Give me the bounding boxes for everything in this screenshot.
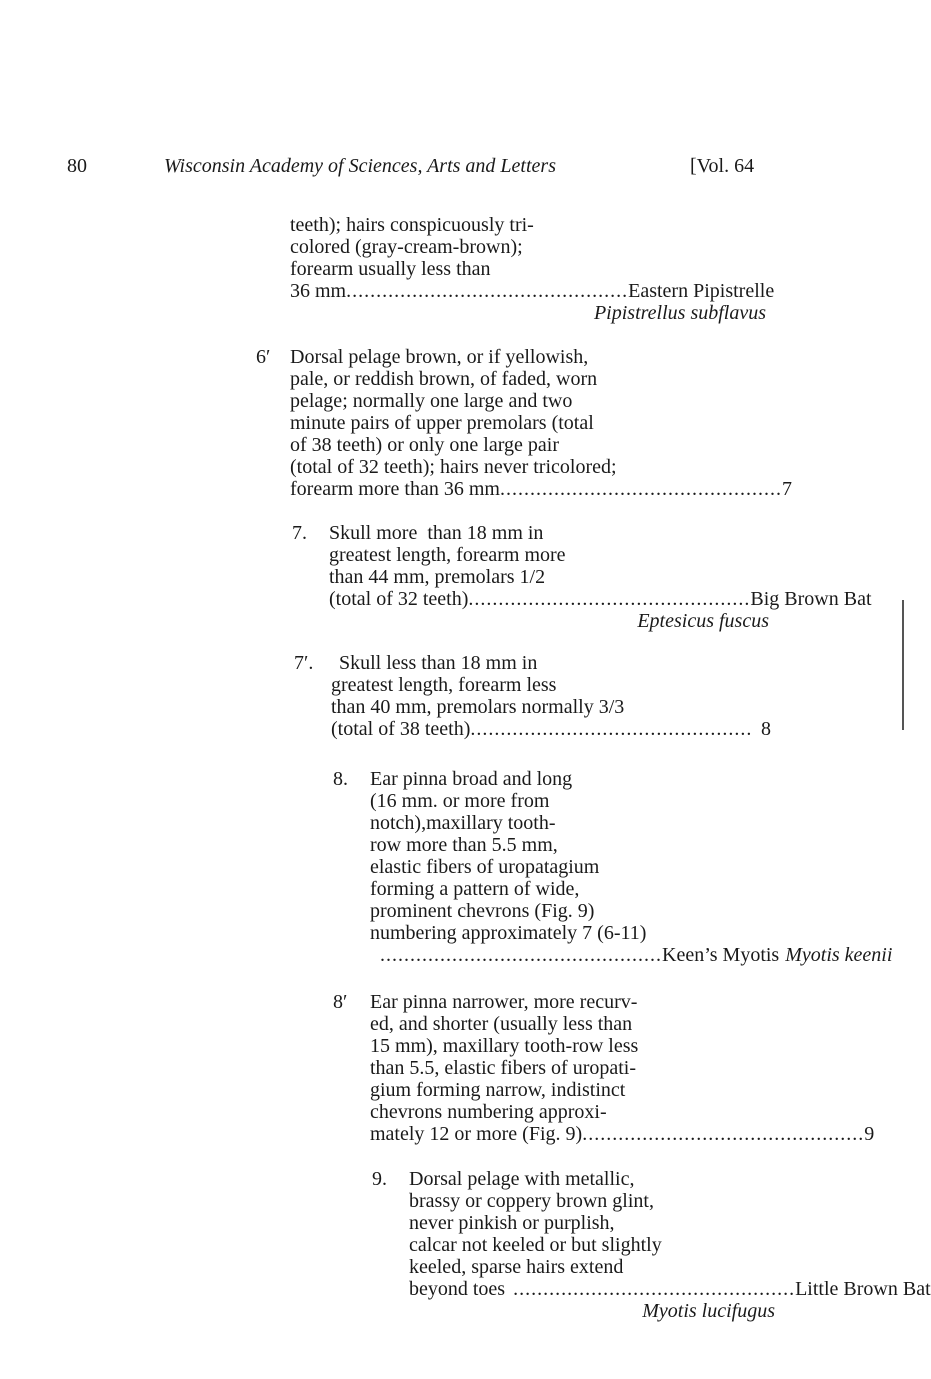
entry-line: Skull less than 18 mm in (339, 652, 538, 674)
lead-text: 36 mm (290, 280, 347, 302)
leader-line (290, 280, 775, 302)
entry-line: than 40 mm, premolars normally 3/3 (331, 696, 625, 718)
scientific-name: Pipistrellus subflavus (593, 302, 766, 324)
entry-line: elastic fibers of uropatagium (370, 856, 600, 878)
lead-text: beyond toes (409, 1278, 506, 1300)
journal-title: Wisconsin Academy of Sciences, Arts and Letters (164, 155, 556, 177)
go-to-couplet: 7 (781, 478, 792, 500)
couplet-number: 7. (292, 522, 307, 544)
entry-line: calcar not keeled or but slightly (409, 1234, 662, 1256)
leader-line (290, 478, 792, 500)
entry-line: numbering approximately 7 (6-11) (370, 922, 647, 944)
entry-line: keeled, sparse hairs extend (409, 1256, 624, 1278)
leader-dots: ............................................... (582, 1123, 865, 1145)
entry-line: gium forming narrow, indistinct (370, 1079, 626, 1101)
entry-line: pale, or reddish brown, of faded, worn (290, 368, 598, 390)
entry-line: teeth); hairs conspicuously tri- (290, 214, 534, 236)
leader-dots: ............................................... (468, 588, 751, 610)
entry-line: minute pairs of upper premolars (total (290, 412, 594, 434)
common-name: Little Brown Bat (795, 1278, 931, 1300)
common-name: Eastern Pipistrelle (628, 280, 775, 302)
entry-line: forearm usually less than (290, 258, 491, 280)
entry-line: greatest length, forearm more (329, 544, 566, 566)
entry-line: than 44 mm, premolars 1/2 (329, 566, 546, 588)
couplet-number: 8′ (333, 991, 348, 1013)
scan-edge-line (902, 600, 904, 730)
entry-line: Ear pinna narrower, more recurv- (370, 991, 638, 1013)
couplet-number: 8. (333, 768, 348, 790)
entry-line: colored (gray-cream-brown); (290, 236, 523, 258)
entry-line: Skull more than 18 mm in (329, 522, 544, 544)
entry-line: (total of 32 teeth); hairs never tricolored; (290, 456, 617, 478)
couplet-number: 6′ (256, 346, 271, 368)
common-name: Big Brown Bat (750, 588, 872, 610)
entry-line: pelage; normally one large and two (290, 390, 573, 412)
scientific-name-inline: Myotis keenii (785, 944, 893, 966)
key-entry-8-prime (370, 991, 875, 1145)
leader-line (331, 718, 771, 740)
leader-line (370, 944, 893, 966)
key-entry-8 (370, 768, 893, 966)
lead-text: mately 12 or more (Fig. 9) (370, 1123, 583, 1145)
key-entry-9 (409, 1168, 931, 1322)
entry-line: never pinkish or purplish, (409, 1212, 615, 1234)
key-entry-7 (329, 522, 872, 632)
entry-line: of 38 teeth) or only one large pair (290, 434, 559, 456)
key-entry-7-prime (331, 652, 771, 740)
scientific-name: Eptesicus fuscus (637, 610, 769, 632)
entry-line: chevrons numbering approxi- (370, 1101, 607, 1123)
entry-line: greatest length, forearm less (331, 674, 557, 696)
entry-line: brassy or coppery brown glint, (409, 1190, 654, 1212)
entry-line: (16 mm. or more from (370, 790, 550, 812)
leader-dots: ............................................... (346, 280, 629, 302)
entry-line: notch),maxillary tooth- (370, 812, 556, 834)
couplet-number: 9. (372, 1168, 387, 1190)
volume-label: [Vol. 64 (690, 155, 755, 177)
entry-line: row more than 5.5 mm, (370, 834, 558, 856)
lead-text: (total of 38 teeth) (331, 718, 471, 740)
page-number: 80 (67, 155, 87, 177)
entry-line: 15 mm), maxillary tooth-row less (370, 1035, 639, 1057)
common-name: Keen’s Myotis (662, 944, 780, 966)
couplet-number: 7′. (294, 652, 314, 674)
key-entry-6-prime (290, 346, 792, 500)
entry-line: prominent chevrons (Fig. 9) (370, 900, 595, 922)
leader-dots: ............................................... (499, 478, 782, 500)
leader-line (409, 1278, 931, 1300)
key-entry-continuation (290, 214, 775, 324)
leader-dots: ............................................... (380, 944, 662, 966)
entry-line: Ear pinna broad and long (370, 768, 573, 790)
entry-line: Dorsal pelage with metallic, (409, 1168, 635, 1190)
entry-line: ed, and shorter (usually less than (370, 1013, 633, 1035)
go-to-couplet: 9 (864, 1123, 875, 1145)
scientific-name: Myotis lucifugus (642, 1300, 775, 1322)
go-to-couplet: 8 (761, 718, 771, 740)
lead-text: (total of 32 teeth) (329, 588, 469, 610)
entry-line: forming a pattern of wide, (370, 878, 580, 900)
leader-line (329, 588, 872, 610)
leader-line (370, 1123, 875, 1145)
entry-line: Dorsal pelage brown, or if yellowish, (290, 346, 589, 368)
entry-line: than 5.5, elastic fibers of uropati- (370, 1057, 637, 1079)
lead-text: forearm more than 36 mm (290, 478, 500, 500)
leader-dots: ............................................... (513, 1278, 796, 1300)
leader-dots: ............................................... (470, 718, 753, 740)
